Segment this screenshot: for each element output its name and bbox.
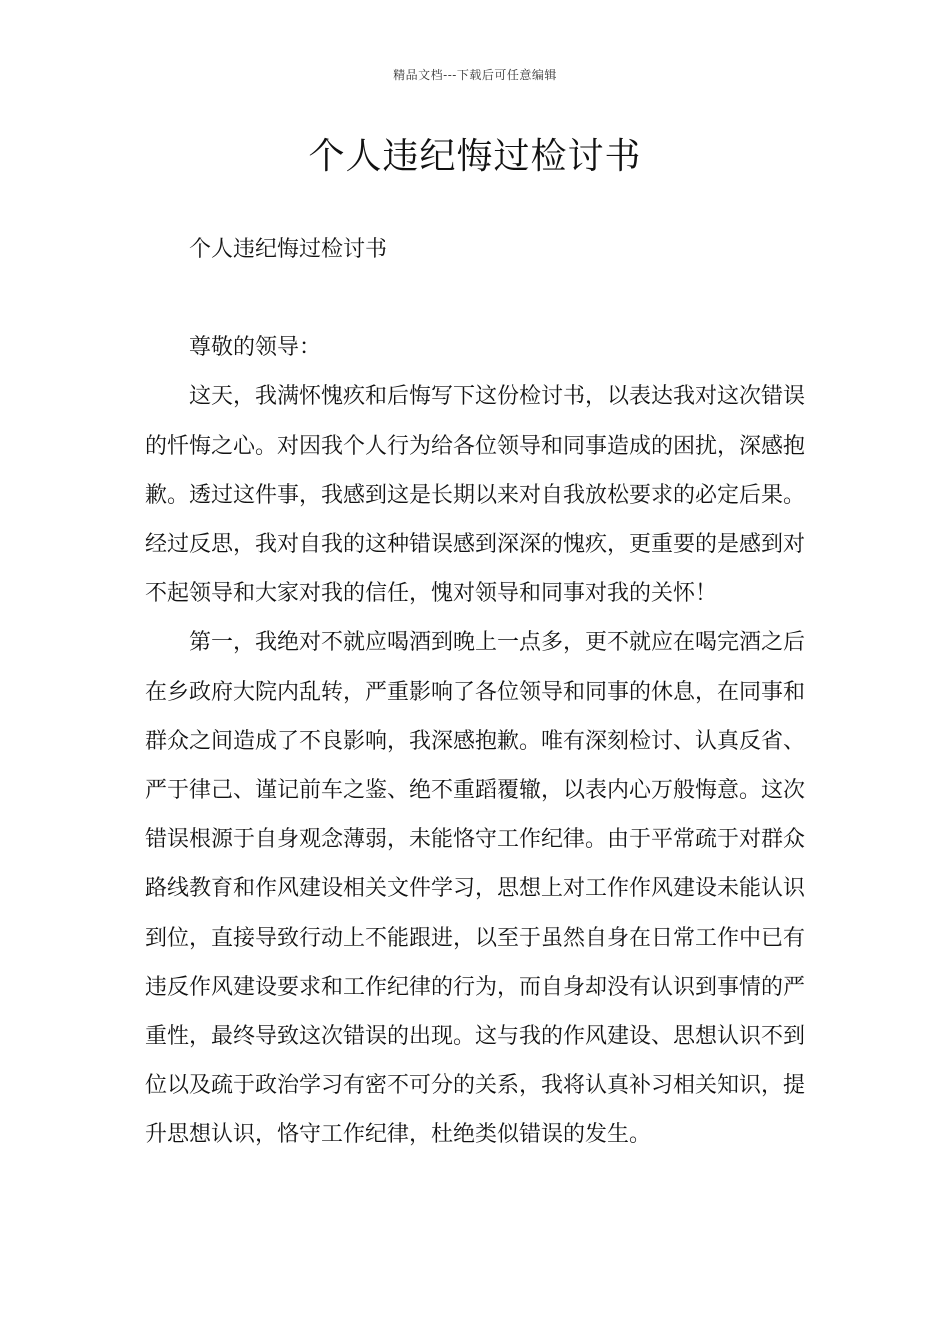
document-body bbox=[145, 225, 805, 1160]
header-note: 精品文档---下载后可任意编辑 bbox=[393, 68, 557, 82]
document-title: 个人违纪悔过检讨书 bbox=[308, 136, 642, 177]
document-subtitle: 个人违纪悔过检讨书 bbox=[189, 237, 388, 262]
salutation: 尊敬的领导： bbox=[189, 335, 322, 361]
paragraph-1: 这天，我满怀愧疚和后悔写下这份检讨书，以表达我对这次错误的忏悔之心。对因我个人行为给各位领导和同事造成的困扰，深感抱歉。透过这件事，我感到这是长期以来对自我放松要求的必定后果。经过反思，我对自我的这种错误感到深深的愧疚，更重要的是感到对不起领导和大家对我的信任，愧对领导和同事对我的关怀！ bbox=[145, 384, 806, 607]
paragraph-2: 第一，我绝对不就应喝酒到晚上一点多，更不就应在喝完酒之后在乡政府大院内乱转，严重影响了各位领导和同事的休息，在同事和群众之间造成了不良影响，我深感抱歉。唯有深刻检讨、认真反省、严于律己、谨记前车之鉴、绝不重蹈覆辙，以表内心万般悔意。这次错误根源于自身观念薄弱，未能恪守工作纪律。由于平常疏于对群众路线教育和作风建设相关文件学习，思想上对工作作风建设未能认识到位，直接导致行动上不能跟进，以至于虽然自身在日常工作中已有违反作风建设要求和工作纪律的行为，而自身却没有认识到事情的严重性，最终导致这次错误的出现。这与我的作风建设、思想认识不到位以及疏于政治学习有密不可分的关系，我将认真补习相关知识，提升思想认识，恪守工作纪律，杜绝类似错误的发生。 bbox=[145, 630, 806, 1148]
